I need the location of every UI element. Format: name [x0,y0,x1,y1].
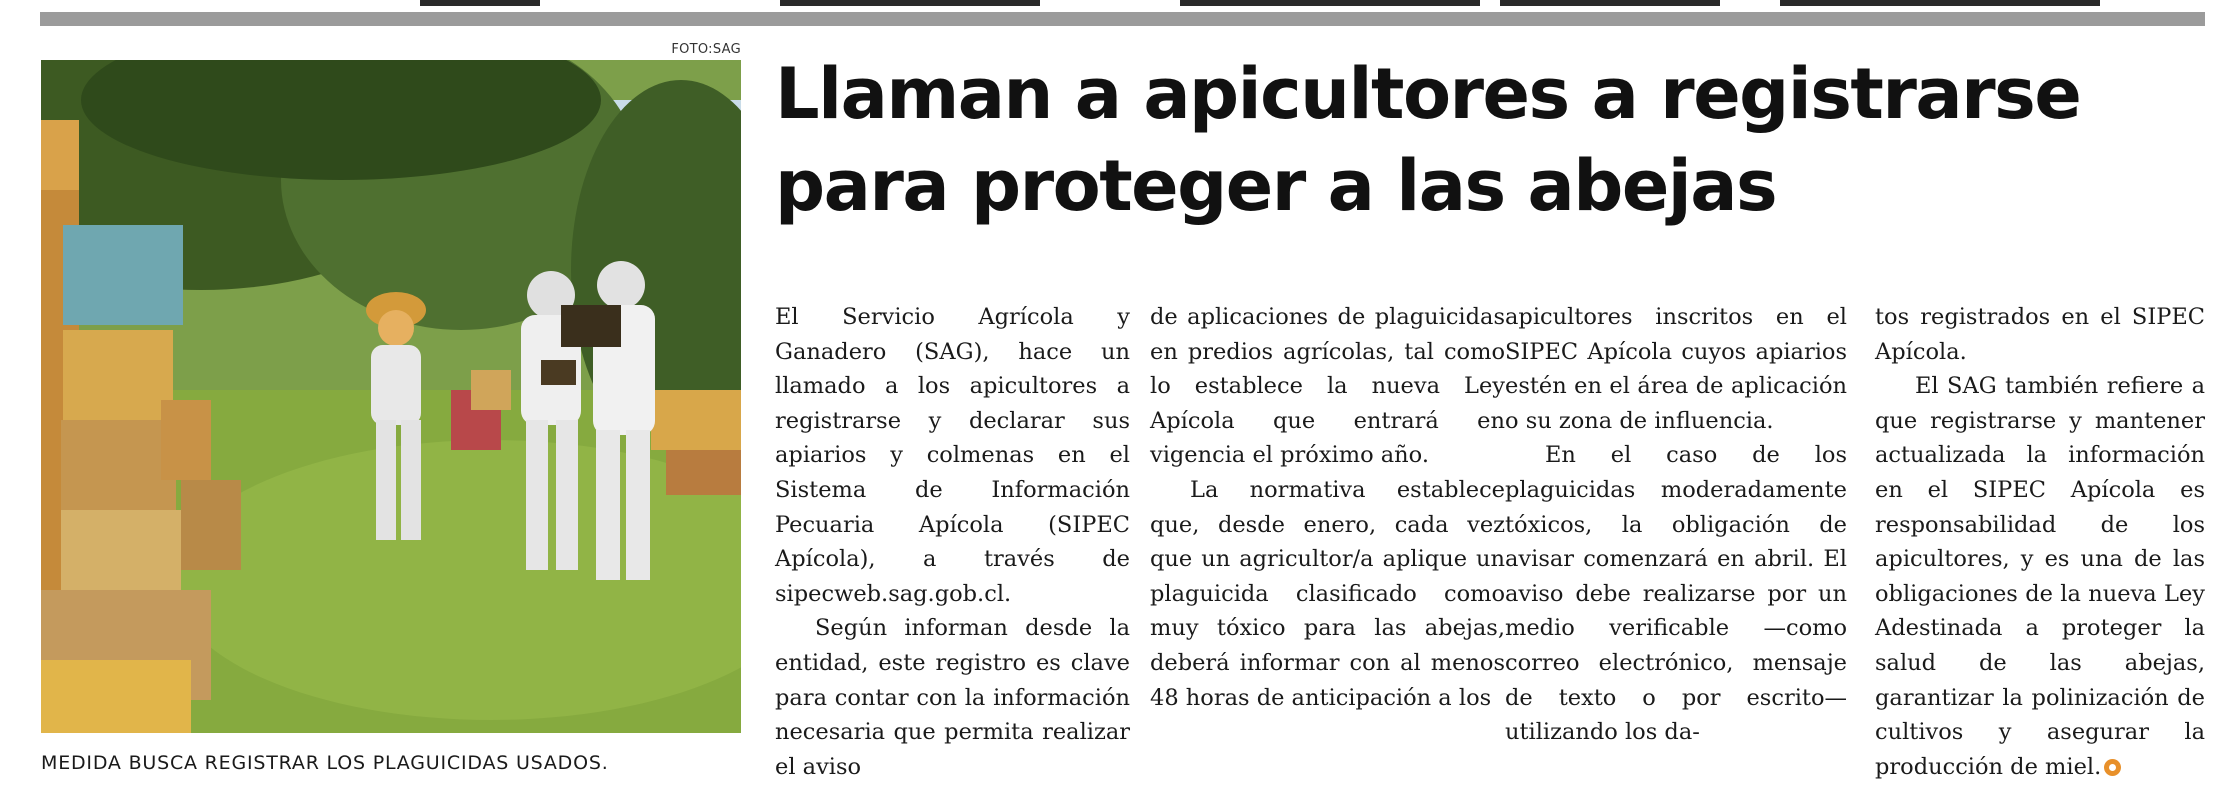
body-paragraph: apicultores inscritos en el SIPEC Apícola cuyos apiarios estén en el área de aplicación o su zona de influencia. [1505,304,1847,434]
article-headline [775,48,2215,232]
body-paragraph: En el caso de los plaguicidas moderadamente tóxicos, la obligación de avisar comenzará en abril. El aviso debe realizarse por un medio verificable —como correo electrónico, mensaje de texto o por escrito— utilizando los da- [1505,442,1847,746]
body-paragraph: Según informan desde la entidad, este registro es clave para contar con la información necesaria que permita realizar el aviso [775,615,1130,780]
photo-credit: FOTO:SAG [671,42,741,57]
headline-line-1: Llaman a apicultores a registrarse [775,53,2081,135]
body-paragraph-text: El SAG también refiere a que registrarse y mantener actualizada la información en el SIPEC Apícola es responsabilidad de los apicultores, y es una de las obligaciones de la nueva Ley Adestinada a proteger la salud de las abejas, garantizar la polinización de cultivos y asegurar la producción de miel. [1875,373,2205,780]
photo-caption: MEDIDA BUSCA REGISTRAR LOS PLAGUICIDAS USADOS. [41,752,609,774]
body-paragraph: tos registrados en el SIPEC Apícola. [1875,304,2205,365]
section-divider [40,12,2205,26]
body-paragraph: de aplicaciones de plaguicidas en predios agrícolas, tal como lo establece la nueva Ley Apícola que entrará en vigencia el próximo año. [1150,304,1505,469]
article-end-icon [2104,759,2121,776]
beekeepers-photo [41,60,741,733]
body-column-3 [1505,300,1847,750]
headline-line-2: para proteger a las abejas [775,145,1777,227]
body-column-1 [775,300,1130,784]
body-column-4 [1875,300,2205,784]
previous-page-text-fragment [0,0,2232,12]
body-paragraph-final [1875,369,2205,784]
body-paragraph: El Servicio Agrícola y Ganadero (SAG), hace un llamado a los apicultores a registrarse y declarar sus apiarios y colmenas en el Sistema de Información Pecuaria Apícola (SIPEC Apícola), a través de sipecweb.sag.gob.cl. [775,304,1130,607]
body-paragraph: La normativa establece que, desde enero, cada vez que un agricultor/a aplique un plaguicida clasificado como muy tóxico para las abejas, deberá informar con al menos 48 horas de anticipación a los [1150,476,1505,711]
body-column-2 [1150,300,1505,715]
